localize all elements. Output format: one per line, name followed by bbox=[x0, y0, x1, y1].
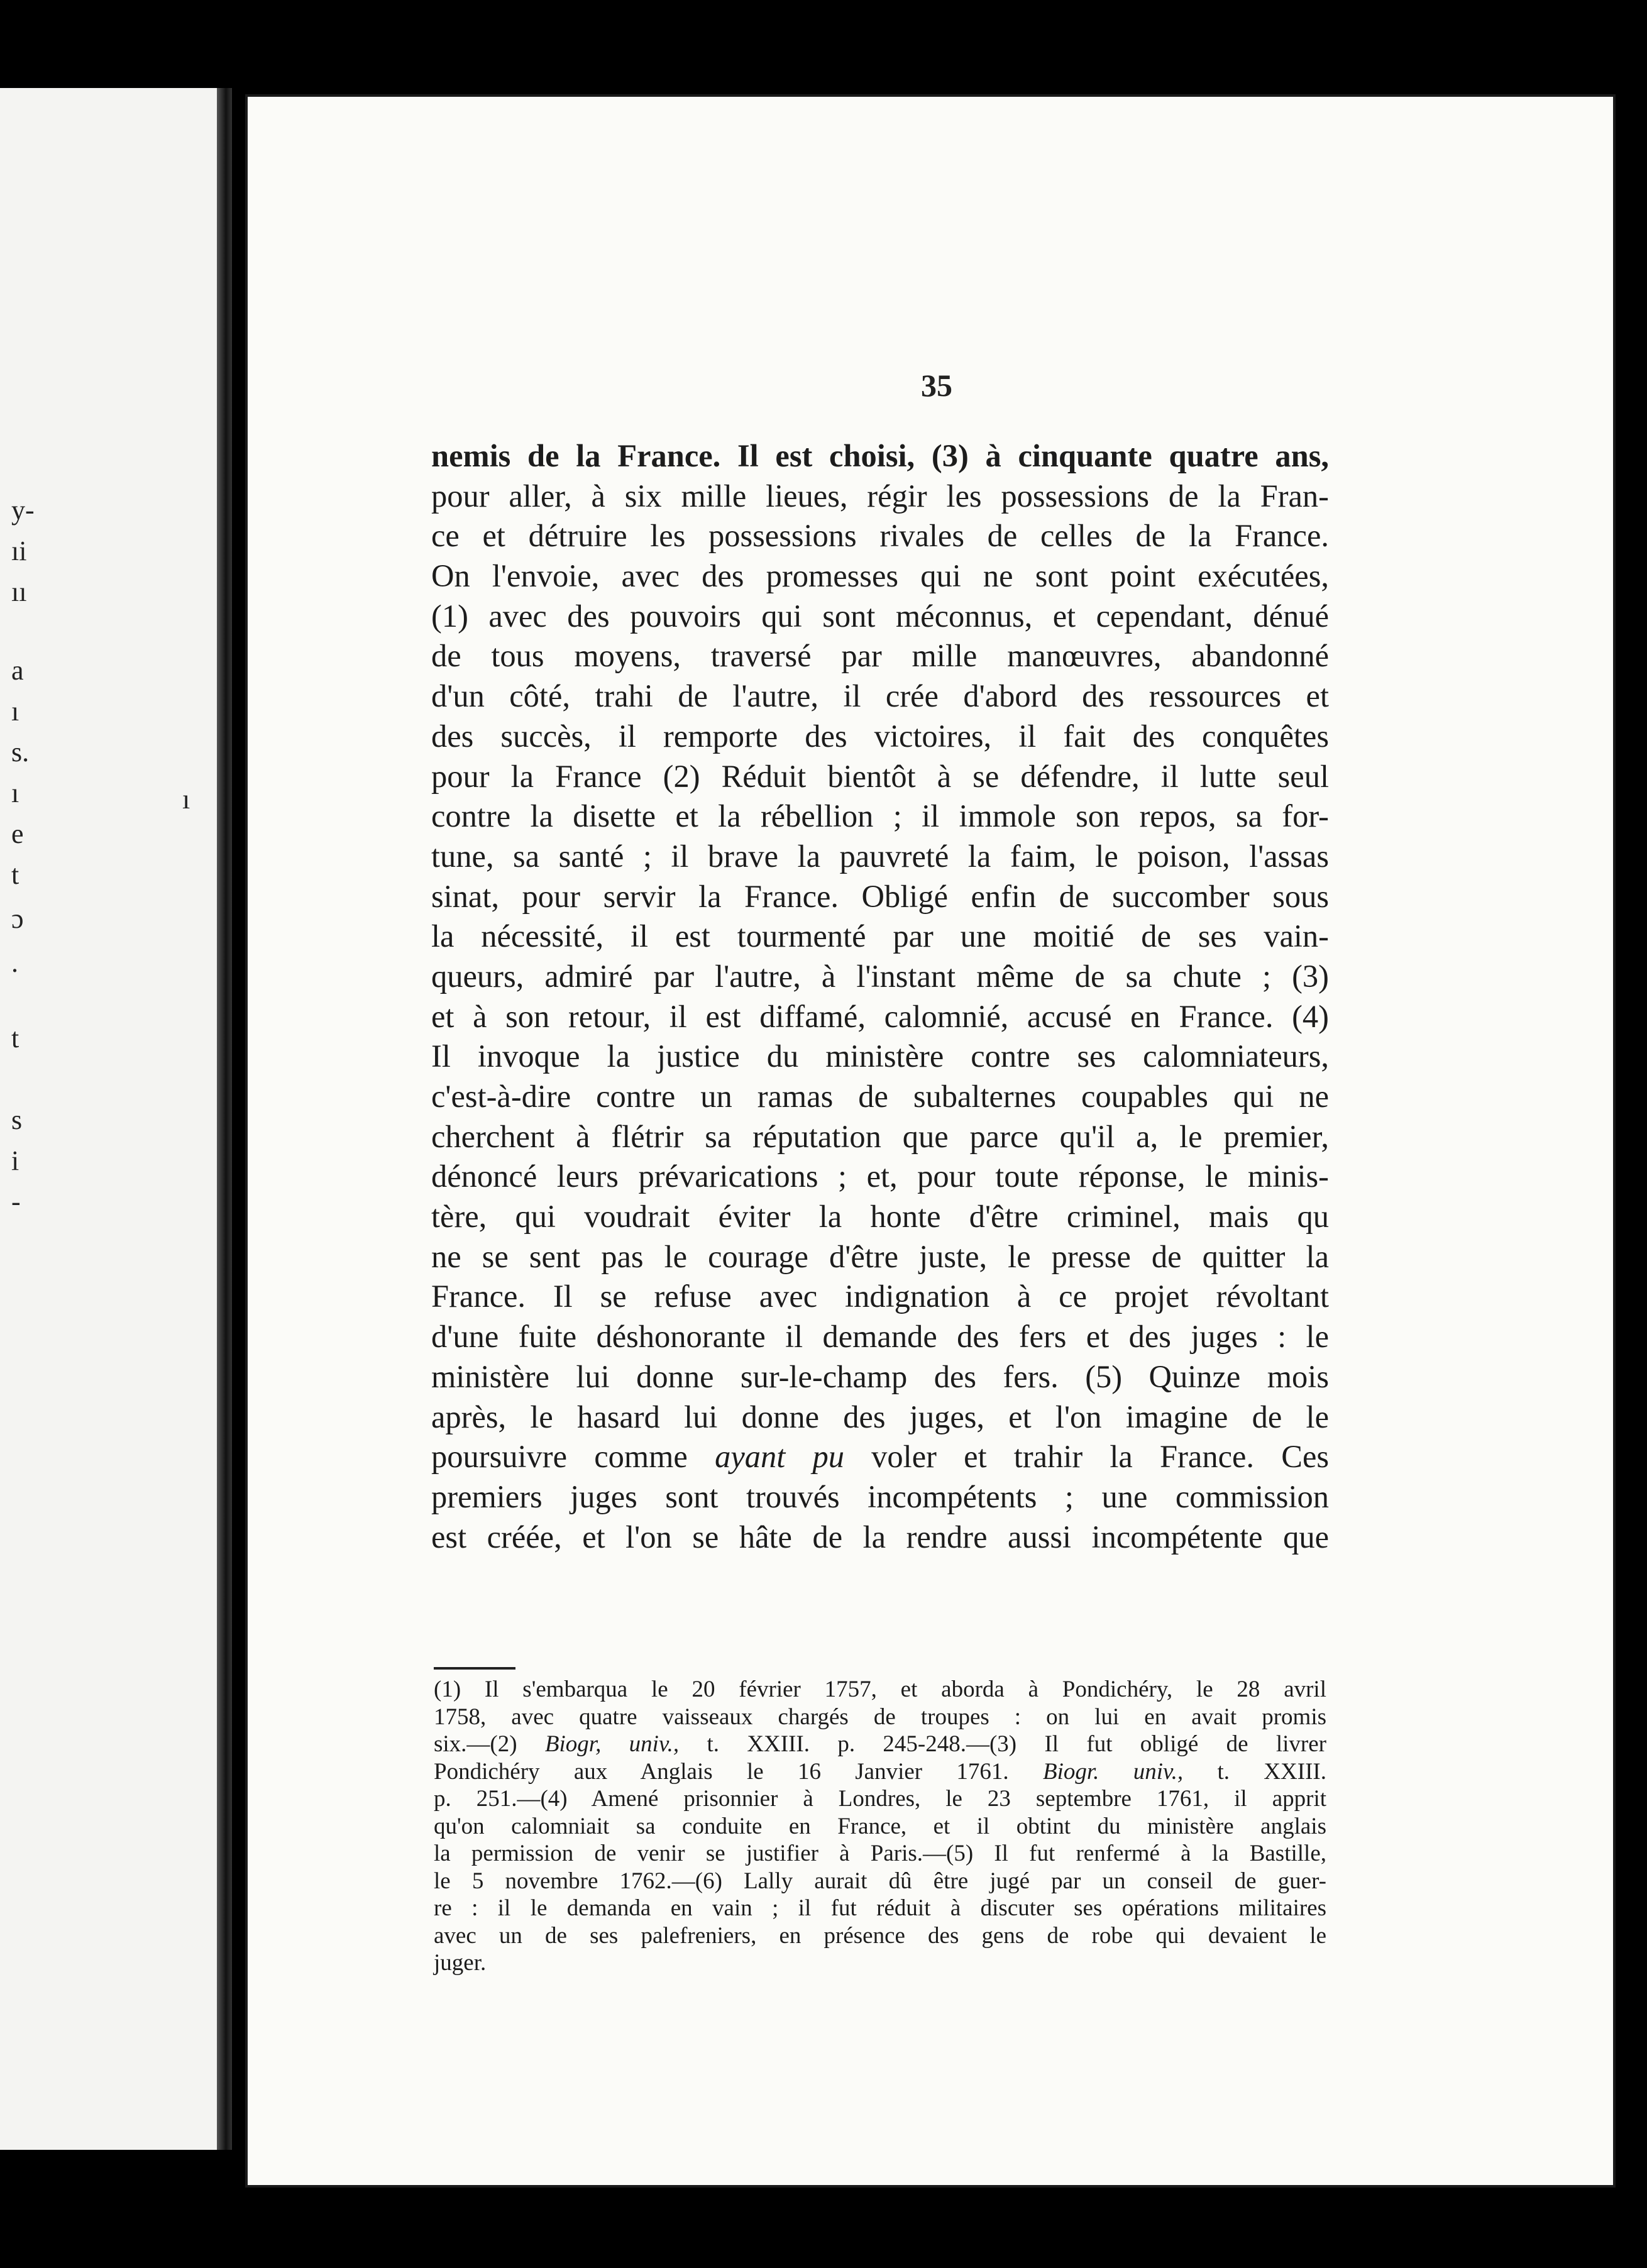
text-line bbox=[431, 1437, 1329, 1477]
footnote-line: le 5 novembre 1762.—(6) Lally aurait dû être jugé par un conseil de guer- bbox=[434, 1868, 1326, 1894]
text-line: d'un côté, trahi de l'autre, il crée d'abord des ressources et bbox=[431, 678, 1329, 714]
footnote-line bbox=[434, 1758, 1326, 1786]
text-line: pour aller, à six mille lieues, régir les possessions de la Fran- bbox=[431, 478, 1329, 514]
margin-fragment: ɔ bbox=[11, 903, 24, 934]
text-segment: six.—(2) bbox=[434, 1731, 517, 1757]
text-line: France. Il se refuse avec indignation à ce projet révoltant bbox=[431, 1279, 1329, 1314]
text-line: dénoncé leurs prévarications ; et, pour toute réponse, le minis- bbox=[431, 1159, 1329, 1194]
footnote-rule bbox=[434, 1667, 515, 1670]
italic-citation: Biogr, univ., bbox=[544, 1731, 680, 1757]
footnotes bbox=[434, 1676, 1326, 1977]
left-facing-page bbox=[0, 88, 230, 2150]
text-line: c'est-à-dire contre un ramas de subalternes coupables qui ne bbox=[431, 1079, 1329, 1114]
text-line: On l'envoie, avec des promesses qui ne sont point exécutées, bbox=[431, 558, 1329, 594]
text-line: tune, sa santé ; il brave la pauvreté la faim, le poison, l'assas bbox=[431, 838, 1329, 874]
margin-fragment: - bbox=[11, 1186, 21, 1217]
footnote-line bbox=[434, 1731, 1326, 1758]
text-line: contre la disette et la rébellion ; il immole son repos, sa for- bbox=[431, 798, 1329, 834]
italic-phrase: ayant pu bbox=[715, 1439, 844, 1475]
margin-fragment: s bbox=[11, 1104, 23, 1135]
footnote-line: qu'on calomniait sa conduite en France, et il obtint du ministère anglais bbox=[434, 1813, 1326, 1839]
text-line: ce et détruire les possessions rivales de celles de la France. bbox=[431, 518, 1329, 554]
text-segment: poursuivre comme bbox=[431, 1439, 688, 1475]
text-segment: t. XXIII. bbox=[1183, 1758, 1326, 1785]
text-segment: t. XXIII. p. 245-248.—(3) Il fut obligé de livrer bbox=[679, 1731, 1326, 1757]
margin-fragment: e bbox=[11, 818, 24, 849]
text-segment: voler et trahir la France. Ces bbox=[844, 1439, 1330, 1475]
margin-fragment: ıı bbox=[11, 576, 27, 607]
page-gutter bbox=[217, 88, 232, 2150]
margin-fragment: ı bbox=[11, 778, 19, 808]
text-line: et à son retour, il est diffamé, calomnié, accusé en France. (4) bbox=[431, 998, 1329, 1034]
text-line: pour la France (2) Réduit bientôt à se défendre, il lutte seul bbox=[431, 758, 1329, 794]
margin-fragment: ı bbox=[11, 696, 19, 727]
margin-fragment: s. bbox=[11, 737, 30, 768]
text-line: cherchent à flétrir sa réputation que parce qu'il a, le premier, bbox=[431, 1118, 1329, 1154]
margin-fragment: a bbox=[11, 655, 24, 686]
text-line: nemis de la France. Il est choisi, (3) à cinquante quatre ans, bbox=[431, 438, 1329, 473]
margin-fragment: t bbox=[11, 1023, 19, 1054]
text-line: ne se sent pas le courage d'être juste, le presse de quitter la bbox=[431, 1238, 1329, 1274]
text-line: premiers juges sont trouvés incompétents ; une commission bbox=[431, 1478, 1329, 1514]
text-line: (1) avec des pouvoirs qui sont méconnus, et cependant, dénué bbox=[431, 598, 1329, 634]
text-segment: Pondichéry aux Anglais le 16 Janvier 1761. bbox=[434, 1758, 1009, 1785]
text-line: des succès, il remporte des victoires, il fait des conquêtes bbox=[431, 718, 1329, 754]
margin-fragment: ı bbox=[182, 784, 190, 815]
margin-fragment: ıi bbox=[11, 536, 27, 566]
footnote-line: avec un de ses palefreniers, en présence des gens de robe qui devaient le bbox=[434, 1922, 1326, 1949]
italic-citation: Biogr. univ., bbox=[1042, 1758, 1184, 1785]
margin-fragment: t bbox=[11, 859, 19, 890]
text-line: la nécessité, il est tourmenté par une moitié de ses vain- bbox=[431, 918, 1329, 954]
margin-fragment: i bbox=[11, 1145, 19, 1176]
footnote-line: juger. bbox=[434, 1950, 487, 1976]
text-line: ministère lui donne sur-le-champ des fers. (5) Quinze mois bbox=[431, 1358, 1329, 1394]
footnote-line: (1) Il s'embarqua le 20 février 1757, et aborda à Pondichéry, le 28 avril bbox=[434, 1676, 1326, 1702]
footnote-line: la permission de venir se justifier à Paris.—(5) Il fut renfermé à la Bastille, bbox=[434, 1841, 1326, 1866]
text-line: est créée, et l'on se hâte de la rendre aussi incompétente que bbox=[431, 1519, 1329, 1555]
page-number: 35 bbox=[921, 368, 952, 403]
text-line: sinat, pour servir la France. Obligé enfin de succomber sous bbox=[431, 878, 1329, 914]
body-text bbox=[431, 436, 1329, 1557]
text-line: de tous moyens, traversé par mille manœuvres, abandonné bbox=[431, 638, 1329, 674]
text-line: queurs, admiré par l'autre, à l'instant même de sa chute ; (3) bbox=[431, 958, 1329, 994]
footnote-line: p. 251.—(4) Amené prisonnier à Londres, le 23 septembre 1761, il apprit bbox=[434, 1786, 1326, 1812]
text-line: Il invoque la justice du ministère contre ses calomniateurs, bbox=[431, 1038, 1329, 1074]
text-line: tère, qui voudrait éviter la honte d'être criminel, mais qu bbox=[431, 1199, 1329, 1235]
book-page bbox=[245, 94, 1616, 2188]
footnote-line: 1758, avec quatre vaisseaux chargés de troupes : on lui en avait promis bbox=[434, 1704, 1326, 1730]
margin-fragment: y- bbox=[11, 495, 35, 526]
text-line: après, le hasard lui donne des juges, et l'on imagine de le bbox=[431, 1399, 1329, 1434]
footnote-line: re : il le demanda en vain ; il fut réduit à discuter ses opérations militaires bbox=[434, 1895, 1326, 1921]
text-line: d'une fuite déshonorante il demande des fers et des juges : le bbox=[431, 1319, 1329, 1355]
margin-fragment: . bbox=[11, 947, 18, 978]
